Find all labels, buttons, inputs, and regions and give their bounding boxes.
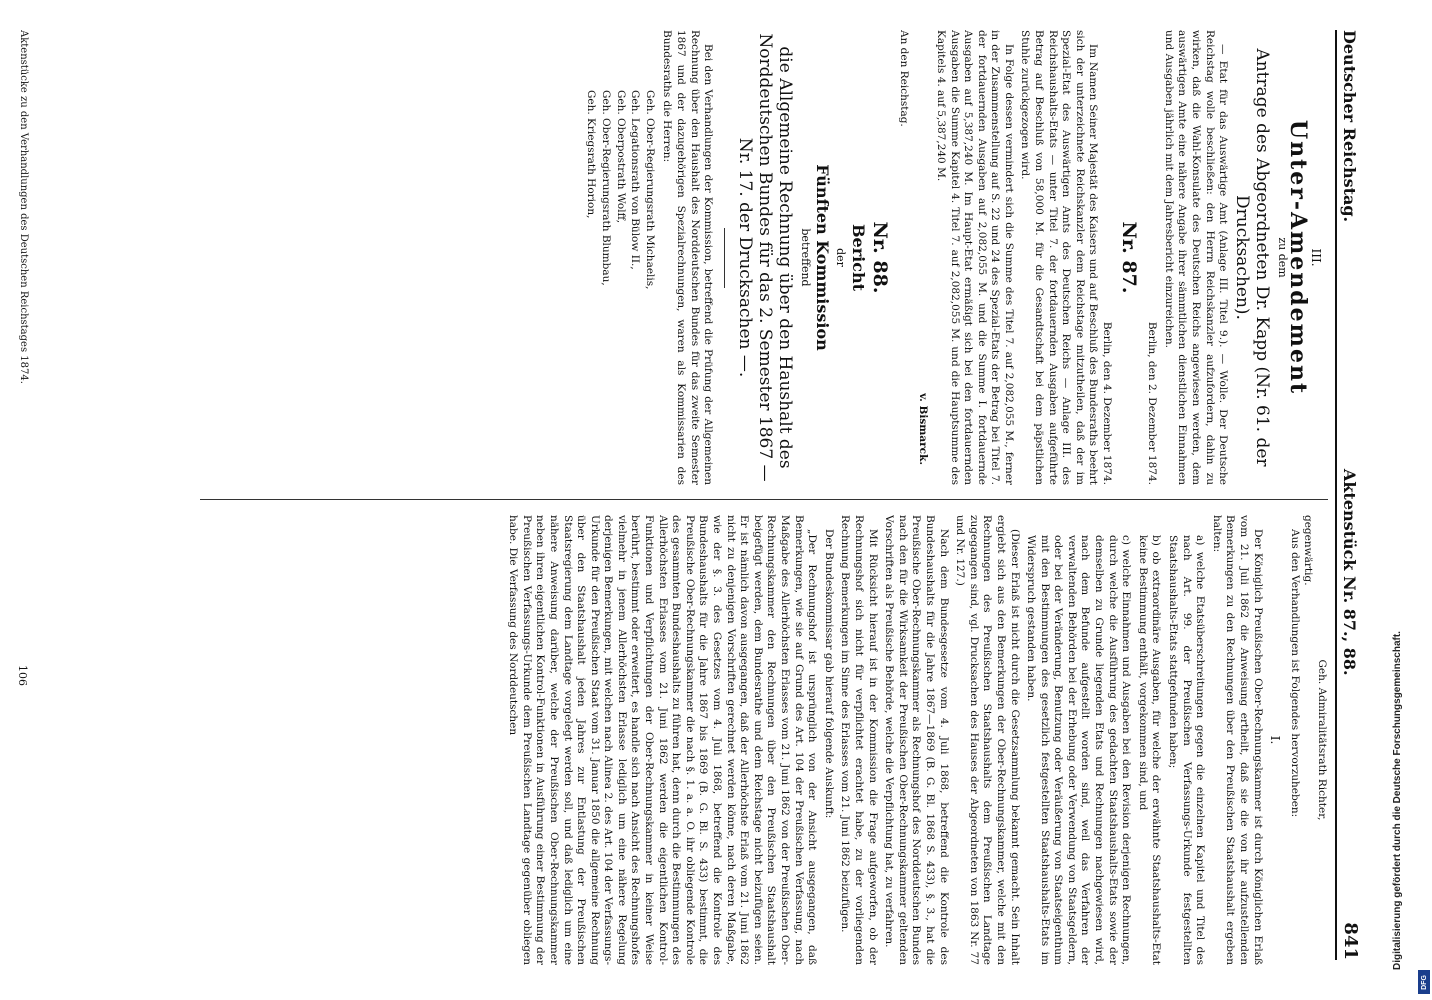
- commissioner-name: Geh. Ober-Regierungsrath Michaelis,: [643, 90, 656, 290]
- commissioner-list: [584, 90, 656, 485]
- paragraph: „Der Rechnungshof ist ursprünglich von der Ansicht ausgegangen, daß Bemerkungen, wie sie auf Grund des Art. 104 der Preußischen Verfassung, nach Maßgabe des Allerhöchsten Erlasses vom 21. Juni 1862 von der Preußischen Ober-Rechnungskammer den Rechnungen über den Preußischen Staatshaushalt beigefügt werden, dem Bundesrathe und dem Reichstage nicht beizufügen seien. Er ist nämlich davon ausgegangen, daß der Allerhöchste Erlaß vom 21. Juni 1862 nicht zu denjenigen Vorschriften gerechnet werden könne, nach deren Maßgabe, wie der §. 3. des Gesetzes vom 4. Juli 1868, betreffend die Kontrole des Bundeshaushalts für die Jahre 1867 bis 1869 (B. G. Bl. S. 433) bestimmt, die Preußische Ober-Rechnungskammer die nach §. 1. a. a. O. ihr obliegende Kontrole des gesammten Bundeshaushalts zu führen hat, denn durch die Bestimmungen des Allerhöchsten Erlasses vom 21. Juni 1862 werden die eigentlichen Kontrol-Funktionen und Verpflichtungen der Ober-Rechnungskammer in keiner Weise berührt, bestimmt oder erweitert, es handle sich nach Ansicht des Rechnungshofes vielmehr in jenem Allerhöchsten Erlasse lediglich um eine nähere Regelung derjenigen Bemerkungen, mit welchen nach Alinea 2. des Art. 104 der Verfassungs-Urkunde für den Preußischen Staat vom 31. Januar 1850 die allgemeine Rechnung über den Staatshaushalt jeden Jahres zur Entlastung der Preußischen Staatsregierung dem Landtage vorgelegt werden soll, und daß lediglich um eine nähere Anweisung darüber, welche der Preußischen Ober-Rechnungskammer neben ihren eigentlichen Kontrol-Funktionen in Ausführung einer Bestimmung der Preußischen Verfassungs-Urkunde dem Preußischen Landtage gegenüber obliegen habe. Die Verfassung des Norddeutschen: [507, 515, 819, 965]
- address: An den Reichstag.: [897, 30, 910, 127]
- right-column: [40, 515, 1328, 965]
- enumerated-list: [1024, 535, 1207, 965]
- paragraph: Nach dem Bundesgesetze vom 4. Juli 1868, betreffend die Kontrole des Bundeshaushalts für die Jahre 1867—1869 (B. G. Bl. 1868 S. 433), §. 3., hat die Preußische Ober-Rechnungskammer als Rechnungshof des Norddeutschen Bundes nach den für die Wirksamkeit der Preußischen Ober-Rechnungskammer geltenden Vorschriften als Preußische Behörde, welche die Verpflichtung hat, zu verfahren.: [883, 515, 950, 965]
- paragraph: — Etat für das Auswärtige Amt (Anlage III. Titel 9.). — Wolle. Der Deutsche Reichstag wolle beschließen: den Herrn Reichskanzler aufzufordern, dahin zu wirken, daß die Wahl-Konsulate des Deutschen Reichs angewiesen werden, dem auswärtigen Amte eine nähere Angabe ihrer sämmtlichen dienstlichen Einnahmen und Ausgaben jährlich mit dem Jahresbericht einzureichen.: [1162, 30, 1230, 485]
- zu-dem: zu dem: [1275, 237, 1289, 278]
- dateline-87: Berlin, den 4. Dezember 1874.: [1101, 321, 1114, 485]
- signature: v. Bismarck.: [917, 393, 930, 465]
- logo-text: DFG: [1420, 974, 1428, 990]
- paragraph: In Folge dessen vermindert sich die Summe des Titel 7. auf 2,082,055 M., ferner in der Zusammenstellung auf S. 22 und 24 des Spezial-Etats der Betrag bei Titel 7. der fortdauernden Ausgaben auf 2,082,055 M. und die Summe I. fortdauernde Ausgaben auf 5,387,240 M. Im Haupt-Etat ermäßigt sich bei den fortdauernden Ausgaben die Summe Kapitel 4. Titel 7. auf 2,082,055 M. und die Hauptsumme des Kapitels 4. auf 5,387,240 M.: [934, 30, 1015, 485]
- list-item: a) welche Etatsüberschreitungen gegen die einzelnen Kapitel und Titel des nach Art. 99. der Preußischen Verfassungs-Urkunde festgestellten Staatshaushalts-Etats stattgefunden haben;: [1167, 535, 1207, 965]
- left-column: [40, 30, 1328, 485]
- roman-heading: III.: [1309, 248, 1323, 267]
- header-center: Aktenstück Nr. 87., 88.: [1340, 468, 1359, 676]
- paragraph: Der Bundeskommissar gab hierauf folgende Auskunft:: [822, 529, 835, 819]
- betreffend-label: betreffend: [798, 228, 812, 287]
- paragraph: Mit Rücksicht hierauf ist in der Kommission die Frage aufgeworfen, ob der Rechnungshof sich nicht für verpflichtet erachtet habe, zu der vorliegenden Rechnung Bemerkungen im Sinne des Erlasses vom 21. Juni 1862 beizufügen.: [839, 515, 879, 965]
- commissioner-name: Geh. Kriegsrath Horion,: [585, 90, 598, 219]
- commissioner-name: Geh. Legationsrath von Bülow II.,: [629, 90, 642, 270]
- paragraph: Bei den Verhandlungen der Kommission, betreffend die Prüfung der Allgemeinen Rechnung über den Haushalt des Norddeutschen Bundes für das zweite Semester 1867 und der dazugehörigen Spezialrechnungen, waren als Kommissarien des Bundesraths die Herren:: [661, 30, 715, 485]
- page-header: [1335, 30, 1370, 960]
- paragraph: (Dieser Erlaß ist nicht durch die Gesetzsammlung bekannt gemacht. Sein Inhalt ergiebt sich aus den Bemerkungen der Ober-Rechnungskammer, welche mit den Rechnungen des Preußischen Staatshaushalts dem Preußischen Landtage zugegangen sind, vgl. Drucksachen des Hauses der Abgeordneten von 1863 Nr. 77 und Nr. 127.): [954, 515, 1021, 965]
- commissioner-name: Geh. Oberpostrath Wolff,: [614, 90, 627, 224]
- roman-heading-i: I.: [1268, 735, 1283, 745]
- date-place: Berlin, den 2. Dezember 1874.: [1146, 321, 1159, 485]
- list-item: b) ob extraordinäre Ausgaben, für welche der erwähnte Staatshaushalts-Etat keine Bestimmung enthält, vorgekommen sind, und: [1136, 535, 1163, 965]
- commissioner-line: Geh. Admiralitätsrath Richter,: [1316, 659, 1328, 821]
- column-divider: [200, 499, 1328, 500]
- digitization-credit: Digitalisierung gefördert durch die Deutsche Forschungsgemeinschaft.: [1392, 631, 1403, 970]
- bericht-title: Bericht: [848, 224, 868, 291]
- page-number: 841: [1340, 922, 1361, 960]
- divider: [724, 228, 725, 288]
- paragraph: Der Königlich Preußischen Ober-Rechnungskammer ist durch Königlichen Erlaß vom 21. Juli 1862 die Anweisung ertheilt, daß sie die von ihr aufzustellenden Bemerkungen zu den Rechnungen über den Preußischen Staatshaushalt ergeben halten:: [1210, 515, 1264, 965]
- page-footer: Aktenstücke zu den Verhandlungen des Deutschen Reichstages 1874.: [18, 30, 29, 384]
- nr88-heading: Nr. 88.: [869, 221, 892, 294]
- print-number: 106: [16, 665, 29, 686]
- rechnung-title: die Allgemeine Rechnung über den Haushalt des Norddeutschen Bundes für das 2. Semester 1867 — Nr. 17. der Drucksachen —.: [735, 33, 796, 482]
- dfg-logo: [1418, 970, 1430, 994]
- nr87-heading: Nr. 87.: [1117, 221, 1140, 294]
- der-label: der: [833, 248, 847, 267]
- antrag-title: Antrage des Abgeordneten Dr. Kapp (Nr. 61. der Drucksachen).: [1232, 48, 1273, 467]
- header-left: Deutscher Reichstag.: [1340, 30, 1359, 223]
- intro-line: Aus den Verhandlungen ist Folgendes hervorzuheben:: [1288, 529, 1301, 818]
- present-line: gegenwärtig.: [1302, 515, 1315, 586]
- commissioner-name: Geh. Ober-Regierungsrath Blumbau,: [600, 90, 613, 286]
- paragraph: Im Namen Seiner Majestät des Kaisers und auf Beschluß des Bundesraths beehrt sich der unterzeichnete Reichskanzler dem Reichstage mitzutheilen, daß der im Spezial-Etat des Auswärtigen Amts des Deutschen Reichs — Anlage III. des Reichshaushalts-Etats — unter Titel 7. der fortdauernden Ausgaben aufgeführte Betrag auf Beschluß von 58,000 M. für die Gesandtschaft bei dem päpstlichen Stuhle zurückgezogen wird.: [1019, 30, 1100, 485]
- list-item: c) welche Einnahmen und Ausgaben bei den Revision derjenigen Rechnungen, durch welche die Ausführung des gedachten Staatshaushalts-Etats sowie der demselben zu Grunde liegenden Etats und Rechnungen nachgewiesen wird, nach dem Befunde aufgestellt worden sind, weil das Verfahren der verwaltenden Behörden bei der Erhebung oder Verwendung von Staatsgeldern, oder bei der Veränderung, Benutzung oder Veräußerung von Staatseigenthum mit den Bestimmungen des gesetzlich festgestellten Staatshaushalts-Etats im Widerspruch gestanden haben.: [1025, 535, 1133, 965]
- kommission-title: Fünften Kommission: [813, 164, 833, 351]
- amendment-title: Unter-Amendement: [1285, 119, 1312, 396]
